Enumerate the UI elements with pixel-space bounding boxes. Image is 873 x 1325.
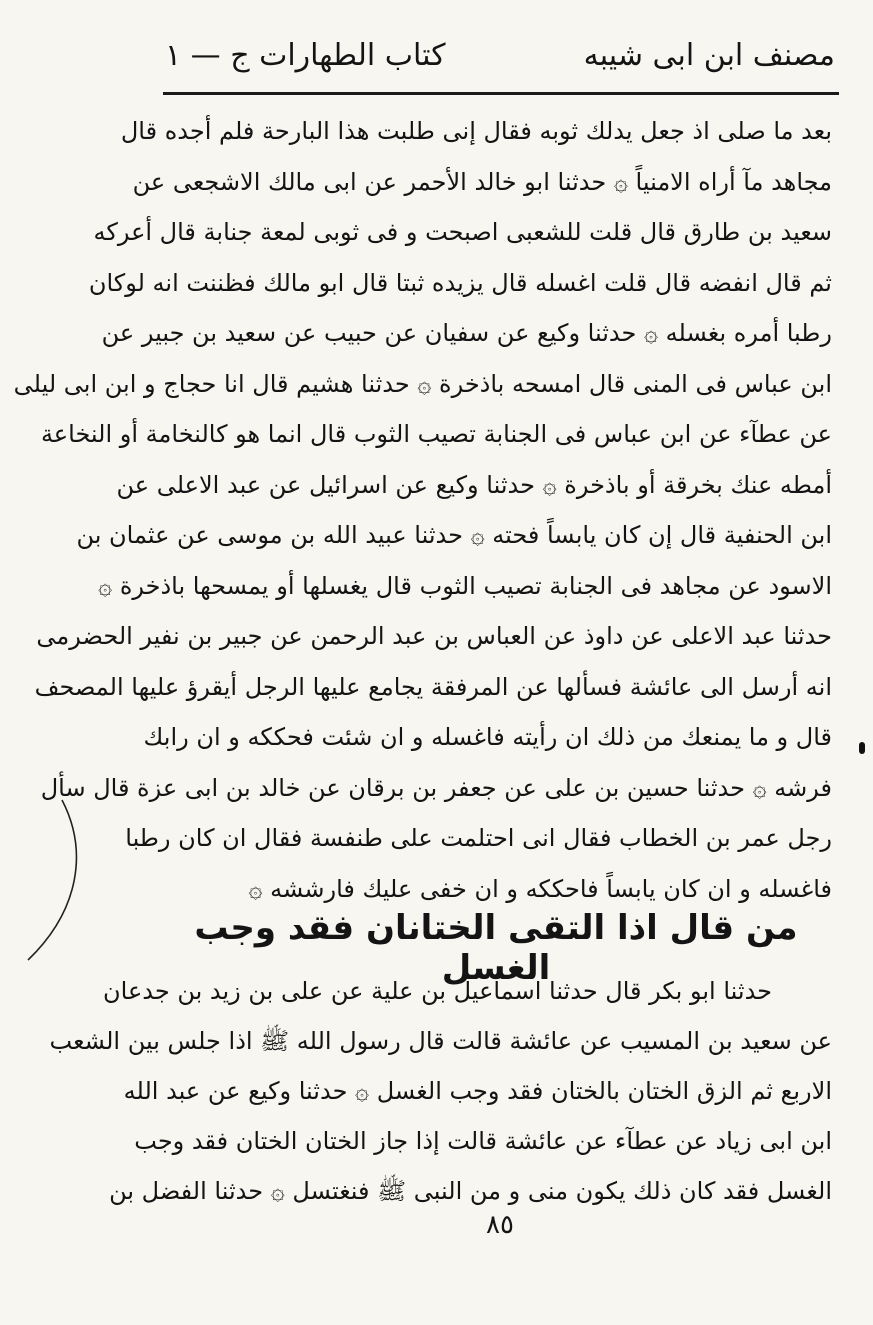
running-header <box>165 32 835 82</box>
text-line: ثم قال انفضه قال قلت اغسله قال يزيده ثبتا قال ابو مالك فظننت انه لوكان <box>88 268 832 297</box>
text-line: الغسل فقد كان ذلك يكون منى و من النبى ﷺ فنغتسل ۞ حدثنا الفضل بن <box>109 1177 832 1205</box>
section-heading: من قال اذا التقى الختانان فقد وجب الغسل <box>194 908 798 988</box>
text-line: ابن ابى زياد عن عطآء عن عائشة قالت إذا جاز الختان الختان فقد وجب <box>134 1127 832 1155</box>
text-line: ابن عباس فى المنى قال امسحه باذخرة ۞ حدثنا هشيم قال انا حجاج و ابن ابى ليلى <box>13 369 832 398</box>
text-line: قال و ما يمنعك من ذلك ان رأيته فاغسله و ان شئت فحككه و ان رابك <box>143 723 832 751</box>
text-line: فرشه ۞ حدثنا حسين بن على عن جعفر بن برقان عن خالد بن ابى عزة قال سأل <box>40 773 832 802</box>
text-line: عن عطآء عن ابن عباس فى الجنابة تصيب الثوب قال انما هو كالنخامة أو النخاعة <box>40 420 832 448</box>
text-line: أمطه عنك بخرقة أو باذخرة ۞ حدثنا وكيع عن اسرائيل عن عبد الاعلى عن <box>116 470 832 499</box>
text-line: حدثنا ابو بكر قال حدثنا اسماعيل بن علية عن على بن زيد بن جدعان <box>103 977 772 1005</box>
text-line: سعيد بن طارق قال قلت للشعبى اصبحت و فى ثوبى لمعة جنابة قال أعركه <box>93 218 832 246</box>
section-body-text <box>49 966 832 1216</box>
header-rule <box>163 92 839 95</box>
margin-mark <box>0 790 90 970</box>
text-line: رطبا أمره بغسله ۞ حدثنا وكيع عن سفيان عن حبيب عن سعيد بن جبير عن <box>101 319 832 347</box>
text-line: مجاهد مآ أراه الامنياً ۞ حدثنا ابو خالد الأحمر عن ابى مالك الاشجعى عن <box>132 167 832 196</box>
page-number: ٨٥ <box>486 1210 514 1240</box>
text-line: بعد ما صلى اذ جعل يدلك ثوبه فقال إنى طلبت هذا البارحة فلم أجده قال <box>120 117 832 145</box>
text-line: فاغسله و ان كان يابساً فاحككه و ان خفى عليك فارششه ۞ <box>248 874 832 903</box>
text-line: ابن الحنفية قال إن كان يابساً فحته ۞ حدثنا عبيد الله بن موسى عن عثمان بن <box>76 521 832 549</box>
text-line: انه أرسل الى عائشة فسألها عن المرفقة يجامع عليها الرجل أيقرؤ عليها المصحف <box>34 672 832 701</box>
book-title: مصنف ابن ابى شيبه <box>583 38 835 73</box>
text-line: الاسود عن مجاهد فى الجنابة تصيب الثوب قال يغسلها أو يمسحها باذخرة ۞ <box>98 571 832 600</box>
chapter-title: كتاب الطهارات ج — ١ <box>165 38 446 73</box>
body-text <box>13 106 832 914</box>
margin-dot <box>859 742 865 754</box>
text-line: عن سعيد بن المسيب عن عائشة قالت قال رسول الله ﷺ اذا جلس بين الشعب <box>49 1027 832 1055</box>
text-line: الاربع ثم الزق الختان بالختان فقد وجب الغسل ۞ حدثنا وكيع عن عبد الله <box>123 1077 832 1105</box>
text-line: رجل عمر بن الخطاب فقال انى احتلمت على طنفسة فقال ان كان رطبا <box>125 824 832 852</box>
text-line: حدثنا عبد الاعلى عن داوذ عن العباس بن عبد الرحمن عن جبير بن نفير الحضرمى <box>36 622 832 650</box>
